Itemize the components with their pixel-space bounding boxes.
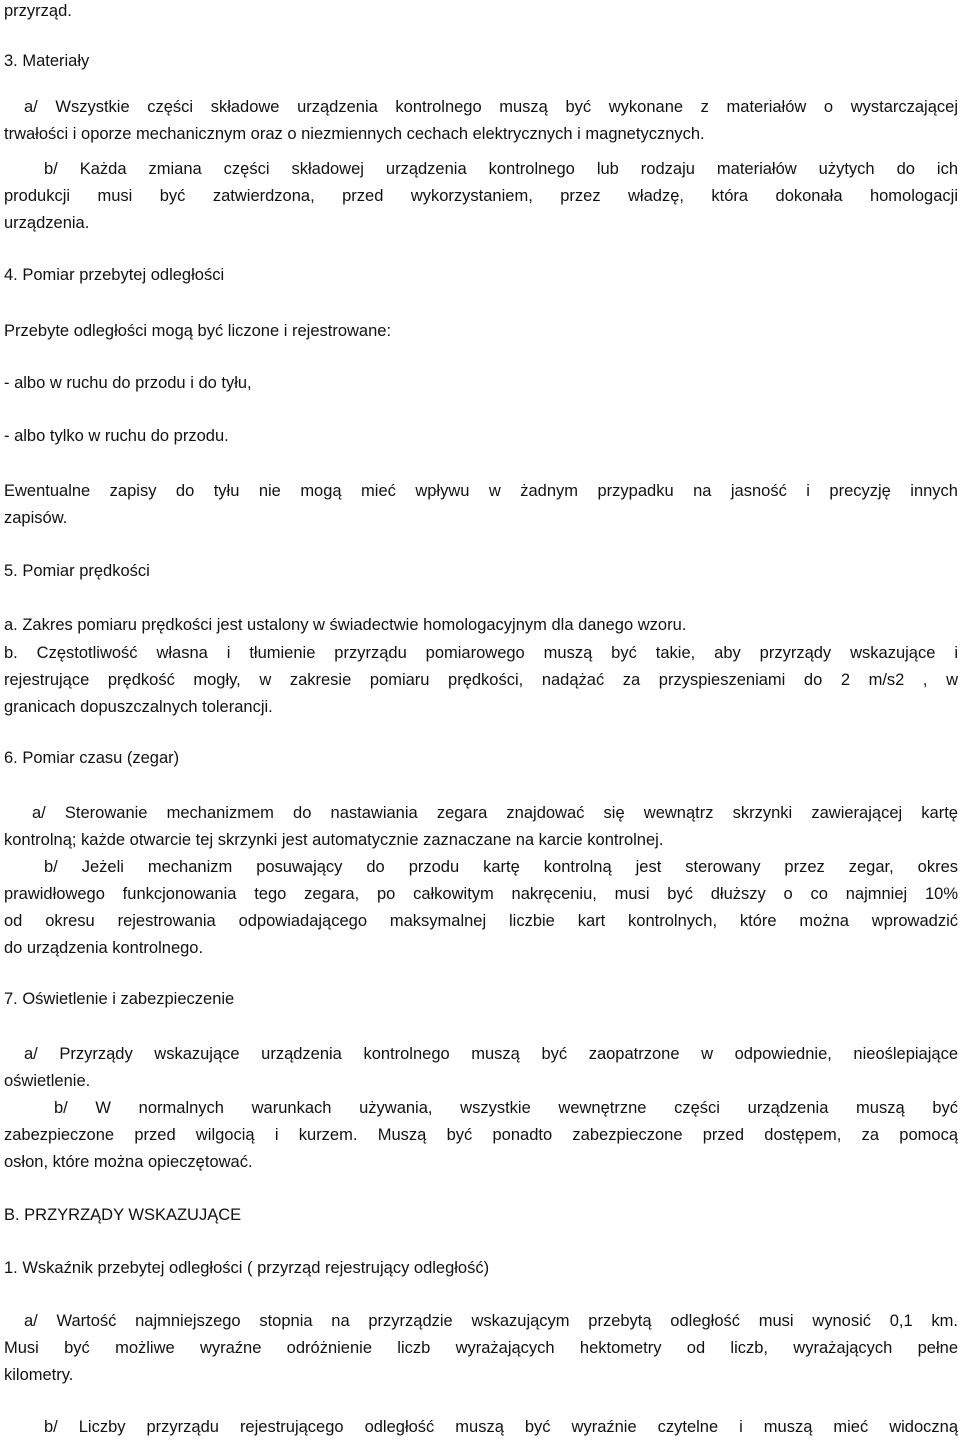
text-line: osłon, które można opieczętować.	[4, 1153, 253, 1171]
text-line: do urządzenia kontrolnego.	[4, 939, 204, 957]
text-line: urządzenia.	[4, 214, 90, 232]
text-line: oświetlenie.	[4, 1072, 91, 1090]
text-line: b/ Jeżeli mechanizm posuwający do przodu kartę kontrolną jest sterowany przez zegar, okres	[44, 858, 958, 876]
section-heading-pomiar-odleglosci: 4. Pomiar przebytej odległości	[4, 266, 225, 284]
section-heading-materialy: 3. Materiały	[4, 52, 90, 70]
text-line: b/ W normalnych warunkach używania, wszystkie wewnętrzne części urządzenia muszą być	[54, 1099, 958, 1117]
text-line: a/ Wszystkie części składowe urządzenia kontrolnego muszą być wykonane z materiałów o wystarczającej	[24, 98, 958, 116]
text-line: prawidłowego funkcjonowania tego zegara, po całkowitym nakręceniu, musi być dłuższy o co najmniej 10%	[4, 885, 958, 903]
section-heading-oswietlenie: 7. Oświetlenie i zabezpieczenie	[4, 990, 235, 1008]
text-line: zabezpieczone przed wilgocią i kurzem. Muszą być ponadto zabezpieczone przed dostępem, za pomocą	[4, 1126, 958, 1144]
list-item: - albo w ruchu do przodu i do tyłu,	[4, 374, 252, 392]
text-line: przyrząd.	[4, 2, 72, 20]
section-heading-przyrzady-wskazujace: B. PRZYRZĄDY WSKAZUJĄCE	[4, 1206, 242, 1224]
text-line: granicach dopuszczalnych tolerancji.	[4, 698, 273, 716]
text-line: b/ Liczby przyrządu rejestrującego odległość muszą być wyraźnie czytelne i muszą mieć widoczną	[44, 1418, 958, 1436]
text-line: rejestrujące prędkość mogły, w zakresie pomiaru prędkości, nadążać za przyspieszeniami do 2 m/s2 , w	[4, 671, 958, 689]
text-line: kontrolną; każde otwarcie tej skrzynki jest automatycznie zaznaczane na karcie kontrolnej.	[4, 831, 664, 849]
text-line: a. Zakres pomiaru prędkości jest ustalony w świadectwie homologacyjnym dla danego wzoru.	[4, 616, 687, 634]
text-line: b/ Każda zmiana części składowej urządzenia kontrolnego lub rodzaju materiałów użytych do ich	[44, 160, 958, 178]
list-item: - albo tylko w ruchu do przodu.	[4, 427, 229, 445]
section-heading-pomiar-predkosci: 5. Pomiar prędkości	[4, 562, 150, 580]
text-line: Przebyte odległości mogą być liczone i rejestrowane:	[4, 322, 392, 340]
text-line: a/ Przyrządy wskazujące urządzenia kontrolnego muszą być zaopatrzone w odpowiednie, nieoślepiające	[24, 1045, 958, 1063]
text-line: a/ Sterowanie mechanizmem do nastawiania zegara znajdować się wewnątrz skrzynki zawierającej kartę	[32, 804, 958, 822]
text-line: zapisów.	[4, 509, 68, 527]
text-line: produkcji musi być zatwierdzona, przed wykorzystaniem, przez władzę, która dokonała homologacji	[4, 187, 958, 205]
text-line: kilometry.	[4, 1366, 74, 1384]
text-line: od okresu rejestrowania odpowiadającego maksymalnej liczbie kart kontrolnych, które można wprowadzić	[4, 912, 958, 930]
text-line: Ewentualne zapisy do tyłu nie mogą mieć wpływu w żadnym przypadku na jasność i precyzję innych	[4, 482, 958, 500]
text-line: a/ Wartość najmniejszego stopnia na przyrządzie wskazującym przebytą odległość musi wynosić 0,1 km.	[24, 1312, 958, 1330]
text-line: trwałości i oporze mechanicznym oraz o niezmiennych cechach elektrycznych i magnetycznych.	[4, 125, 705, 143]
section-heading-pomiar-czasu: 6. Pomiar czasu (zegar)	[4, 749, 180, 767]
text-line: b. Częstotliwość własna i tłumienie przyrządu pomiarowego muszą być takie, aby przyrządy wskazujące i	[4, 644, 958, 662]
text-line: Musi być możliwe wyraźne odróżnienie liczb wyrażających hektometry od liczb, wyrażających pełne	[4, 1339, 958, 1357]
section-heading-wskaznik-odleglosci: 1. Wskaźnik przebytej odległości ( przyrząd rejestrujący odległość)	[4, 1259, 490, 1277]
